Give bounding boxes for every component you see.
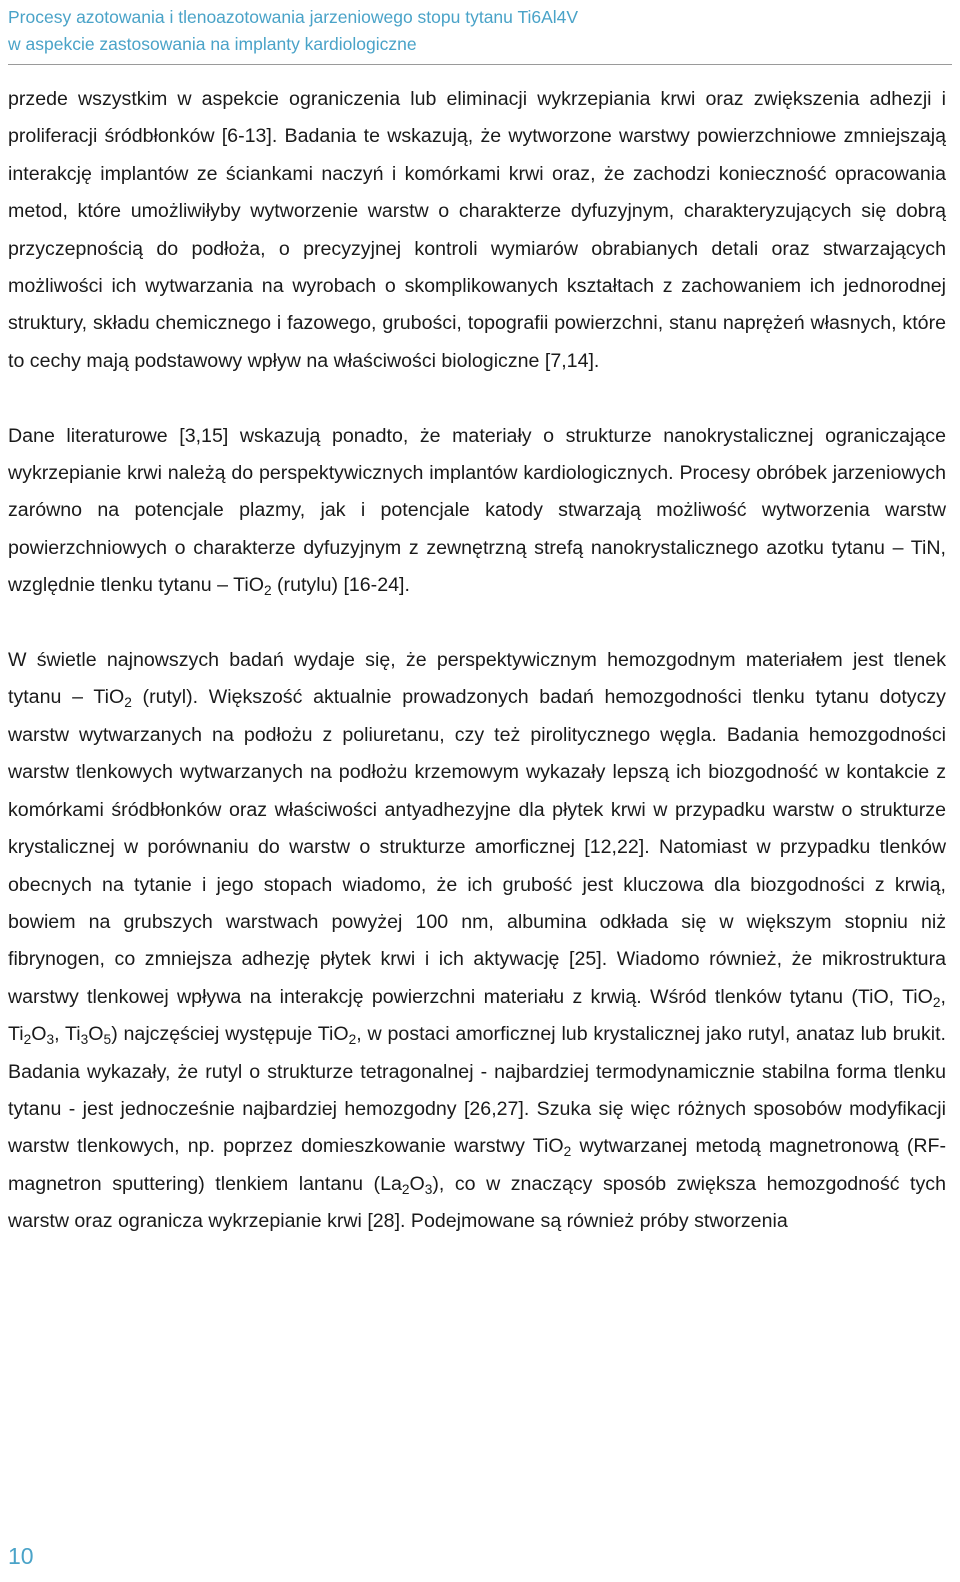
subscript: 3	[46, 1031, 55, 1047]
paragraph-3-text-j: O	[409, 1172, 425, 1195]
paragraph-3-text-c: , Ti	[8, 985, 946, 1046]
paragraph-1-text: przede wszystkim w aspekcie ograniczenia lub eliminacji wykrzepiania krwi oraz zwiększenia adhezji i proliferacji śródbłonków [6-13]. Badania te wskazują, że wytworzone warstwy powierzchniowe zmniejszają interakcję implantów ze ściankami naczyń i komórkami krwi oraz, że zachodzi konieczność opracowania metod, które umożliwiłyby wytworzenie warstw o charakterze dyfuzyjnym, charakteryzujących się dobrą przyczepnością do podłoża, o precyzyjnej kontroli wymiarów obrabianych detali oraz stwarzających możliwości ich wytwarzania na wyrobach o skomplikowanych kształtach z zachowaniem ich jednorodnej struktury, składu chemicznego i fazowego, grubości, topografii powierzchni, stanu naprężeń własnych, które to cechy mają podstawowy wpływ na właściwości biologiczne [7,14].	[8, 88, 946, 372]
subscript: 2	[932, 994, 941, 1010]
paragraph-3-text-e: , Ti	[54, 1023, 81, 1046]
running-header	[8, 4, 952, 58]
paragraph-1	[8, 81, 946, 380]
paragraph-3-text-a: W świetle najnowszych badań wydaje się, że perspektywicznym hemozgodnym materiałem jest tlenek tytanu – TiO	[8, 649, 946, 709]
paragraph-3	[8, 642, 946, 1241]
paragraph-2	[8, 418, 946, 605]
paragraph-3-text-g: ) najczęściej występuje TiO	[111, 1023, 349, 1046]
paragraph-3-text-i: wytwarzanej metodą magnetronową (RF-magnetron sputtering) tlenkiem lantanu (La	[8, 1135, 947, 1195]
paragraph-gap	[8, 605, 946, 642]
header-divider	[8, 64, 952, 65]
subscript: 2	[23, 1031, 32, 1047]
header-title-line-1: Procesy azotowania i tlenoazotowania jarzeniowego stopu tytanu Ti6Al4V	[8, 7, 579, 27]
paragraph-2-text-b: (rutylu) [16-24].	[271, 574, 410, 597]
body-text	[8, 81, 946, 1241]
subscript: 2	[563, 1144, 572, 1160]
page-number: 10	[8, 1543, 34, 1569]
paragraph-3-text-h: , w postaci amorficznej lub krystalicznej jako rutyl, anataz lub brukit. Badania wykazały, że rutyl o strukturze tetragonalnej - najbardziej termodynamicznie stabilna forma tlenku tytanu - jest jednocześnie najbardziej hemozgodny [26,27]. Szuka się więc różnych sposobów modyfikacji warstw tlenkowych, np. poprzez domieszkowanie warstwy TiO	[8, 1023, 946, 1158]
subscript: 2	[263, 583, 272, 599]
paragraph-3-text-f: O	[88, 1023, 104, 1046]
subscript: 5	[103, 1031, 112, 1047]
paragraph-3-text-d: O	[31, 1023, 47, 1046]
subscript: 2	[124, 695, 132, 711]
paragraph-3-text-k: ), co w znaczący sposób zwiększa hemozgodność tych warstw oraz ogranicza wykrzepianie krwi [28]. Podejmowane są również próby stworzenia	[8, 1172, 946, 1233]
subscript: 2	[348, 1031, 357, 1047]
subscript: 2	[401, 1181, 410, 1197]
subscript: 3	[424, 1181, 433, 1197]
header-title-line-2: w aspekcie zastosowania na implanty kardiologiczne	[8, 34, 417, 54]
paragraph-3-text-b: (rutyl). Większość aktualnie prowadzonych badań hemozgodności tlenku tytanu dotyczy warstw wytwarzanych na podłożu z poliuretanu, czy też pirolitycznego węgla. Badania hemozgodności warstw tlenkowych wytwarzanych na podłożu krzemowym wykazały lepszą ich biozgodność w kontakcie z komórkami śródbłonków oraz właściwości antyadhezyjne dla płytek krwi w przypadku warstw o strukturze krystalicznej w porównaniu do warstw o strukturze amorficznej [12,22]. Natomiast w przypadku tlenków obecnych na tytanie i jego stopach wiadomo, że ich grubość jest kluczowa dla biozgodności z krwią, bowiem na grubszych warstwach powyżej 100 nm, albumina odkłada się w większym stopniu niż fibrynogen, co zmniejsza adhezję płytek krwi i ich aktywację [25]. Wiadomo również, że mikrostruktura warstwy tlenkowej wpływa na interakcję powierzchni materiału z krwią. Wśród tlenków tytanu (TiO, TiO	[8, 686, 946, 1008]
paragraph-2-text-a: Dane literaturowe [3,15] wskazują ponadto, że materiały o strukturze nanokrystalicznej ograniczające wykrzepianie krwi należą do perspektywicznych implantów kardiologicznych. Procesy obróbek jarzeniowych zarówno na potencjale plazmy, jak i potencjale katody stwarzają możliwość wytworzenia warstw powierzchniowych o charakterze dyfuzyjnym z zewnętrzną strefą nanokrystalicznego azotku tytanu – TiN, względnie tlenku tytanu – TiO	[8, 424, 946, 597]
subscript: 3	[80, 1031, 89, 1047]
paragraph-gap	[8, 380, 946, 417]
